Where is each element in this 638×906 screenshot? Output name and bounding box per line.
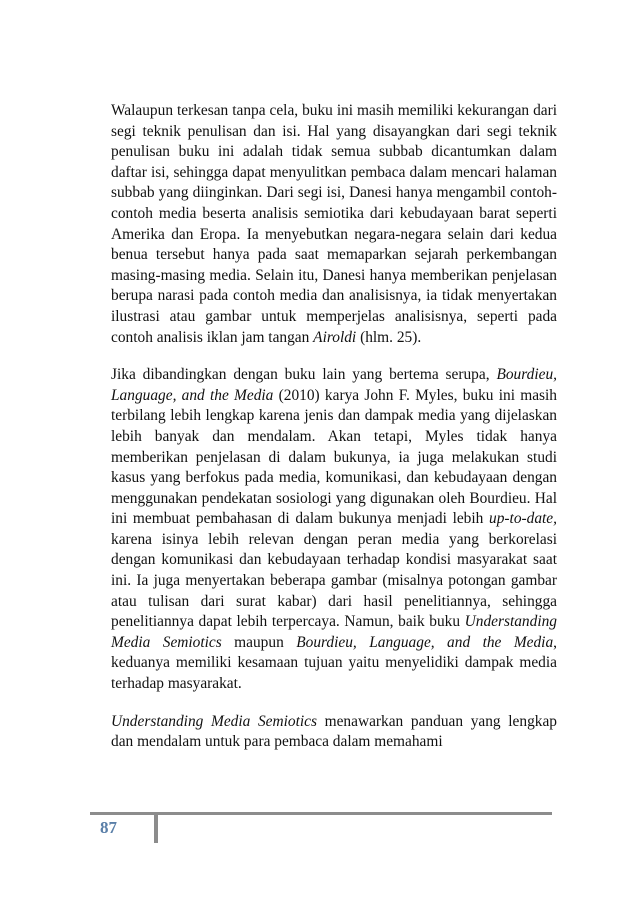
text-segment: menawarkan panduan yang lengkap dan mendalam untuk para pembaca dalam memahami (111, 712, 557, 751)
text-segment: Walaupun terkesan tanpa cela, buku ini masih memiliki kekurangan dari segi teknik penulisan dan isi. Hal yang disayangkan dari segi teknik penulisan buku ini adalah tidak semua subbab dicantumkan dalam daftar isi, sehingga dapat menyulitkan pembaca dalam mencari halaman subbab yang diinginkan. Dari segi isi, Danesi hanya mengambil contoh-contoh media beserta analisis semiotika dari kebudayaan barat seperti Amerika dan Eropa. Ia menyebutkan negara-negara selain dari kedua benua tersebut hanya pada saat memaparkan sejarah perkembangan masing-masing media. Selain itu, Danesi hanya memberikan penjelasan berupa narasi pada contoh media dan analisisnya, ia tidak menyertakan ilustrasi atau gambar untuk memperjelas analisisnya, seperti pada contoh analisis iklan jam tangan (111, 102, 557, 346)
italic-text: Understanding Media Semiotics (111, 613, 557, 651)
text-segment: , keduanya memiliki kesamaan tujuan yaitu menyelidiki dampak media terhadap masyarakat. (111, 633, 557, 693)
italic-text: Bourdieu, Language, and the Media (296, 633, 554, 651)
paragraph (111, 101, 557, 348)
italic-text: up-to-date, (489, 510, 557, 528)
text-segment: Jika dibandingkan dengan buku lain yang bertema serupa, (111, 366, 497, 384)
text-segment: (hlm. 25). (356, 328, 422, 346)
footer-bar (154, 815, 158, 843)
footer-divider (90, 812, 552, 815)
body-text (111, 101, 557, 753)
paragraph (111, 365, 557, 695)
paragraph (111, 712, 557, 753)
italic-text: Bourdieu, Language, and the Media (111, 366, 557, 404)
italic-text: Understanding Media Semiotics (111, 712, 317, 730)
text-segment: karena isinya lebih relevan dengan peran media yang berkorelasi dengan komunikasi dan kebudayaan terhadap kondisi masyarakat saat ini. Ia juga menyertakan beberapa gambar (misalnya potongan gambar atau tulisan dari surat kabar) dari hasil penelitiannya, sehingga penelitiannya dapat lebih terpercaya. Namun, baik buku (111, 530, 557, 631)
page-number: 87 (100, 818, 117, 837)
text-segment: (2010) karya John F. Myles, buku ini masih terbilang lebih lengkap karena jenis dan dampak media yang dijelaskan lebih banyak dan mendalam. Akan tetapi, Myles tidak hanya memberikan penjelasan di dalam bukunya, ia juga melakukan studi kasus yang berfokus pada media, komunikasi, dan kebudayaan dengan menggunakan pendekatan sosiologi yang digunakan oleh Bourdieu. Hal ini membuat pembahasan di dalam bukunya menjadi lebih (111, 386, 557, 528)
text-segment: maupun (221, 633, 297, 651)
italic-text: Airoldi (313, 328, 357, 346)
